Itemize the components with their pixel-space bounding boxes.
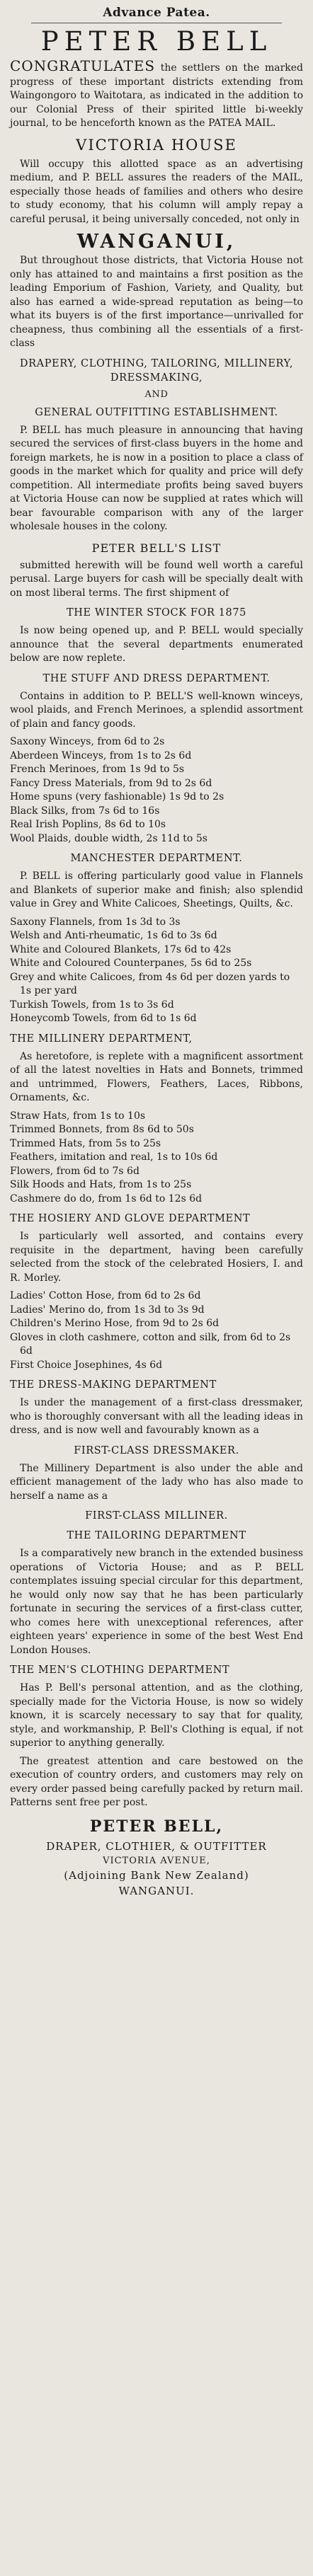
winter-paragraph: Is now being opened up, and P. BELL would specially announce that the several departments enumerated below are now replete.	[10, 625, 303, 664]
tailoring-paragraph: Is a comparatively new branch in the extended business operations of Victoria House; and as P. BELL contemplates issuing special circular for this department, he would only now say that he has been particularly fortunate in securing the services of a first-class cutter, who comes here with unexceptional references, after eighteen years' experience in some of the best West End London Houses.	[10, 1548, 303, 1656]
list-item: Wool Plaids, double width, 2s 11d to 5s	[10, 832, 207, 844]
list-item: Silk Hoods and Hats, from 1s to 25s	[10, 1179, 192, 1190]
mens-clothing-heading: THE MEN'S CLOTHING DEPARTMENT	[10, 1664, 230, 1676]
footer-street: VICTORIA AVENUE,	[103, 1855, 210, 1866]
list-item: Aberdeen Winceys, from 1s to 2s 6d	[10, 749, 192, 761]
list-item: Feathers, imitation and real, 1s to 10s 6d	[10, 1151, 218, 1163]
first-class-milliner: FIRST-CLASS MILLINER.	[85, 1510, 228, 1522]
stuff-paragraph: Contains in addition to P. BELL'S well-known winceys, wool plaids, and French Merinoes, a splendid assortment of plain and fancy goods.	[10, 690, 303, 730]
intro-text: the settlers on the marked progress of these important districts extending from Waingongoro to Waitotara, as indicated in the addition to our Colonial Press of their spirited little bi-weekly journal, to be henceforth known as the PATEA MAIL.	[10, 62, 304, 129]
list-item: Straw Hats, from 1s to 10s	[10, 1110, 146, 1122]
list-item: First Choice Josephines, 4s 6d	[10, 1359, 163, 1371]
and-connector: AND	[144, 389, 169, 400]
millinery-price-list	[10, 1110, 303, 1207]
list-item: Home spuns (very fashionable) 1s 9d to 2s	[10, 791, 224, 803]
list-item: Trimmed Hats, from 5s to 25s	[10, 1137, 161, 1149]
list-item: Welsh and Anti-rheumatic, 1s 6d to 3s 6d	[10, 930, 217, 941]
stuff-dress-heading: THE STUFF AND DRESS DEPARTMENT.	[42, 672, 271, 684]
list-item: White and Coloured Counterpanes, 5s 6d to 25s	[10, 958, 252, 969]
list-item: Flowers, from 6d to 7s 6d	[10, 1165, 140, 1177]
winter-stock-heading: THE WINTER STOCK FOR 1875	[66, 607, 247, 619]
general-outfitting-heading: GENERAL OUTFITTING ESTABLISHMENT.	[35, 406, 278, 418]
intro-dropcap: CONGRATULATES	[10, 57, 156, 74]
list-item: Turkish Towels, from 1s to 3s 6d	[10, 999, 174, 1011]
list-item: Children's Merino Hose, from 9d to 2s 6d	[10, 1318, 220, 1329]
millinery-paragraph: As heretofore, is replete with a magnificent assortment of all the latest novelties in Hats and Bonnets, trimmed and untrimmed, Flowers, Feathers, Laces, Ribbons, Ornaments, &c.	[10, 1050, 303, 1103]
millinery-heading: THE MILLINERY DEPARTMENT,	[10, 1033, 193, 1045]
list-item: French Merinoes, from 1s 9d to 5s	[10, 764, 185, 775]
footer-trade: DRAPER, CLOTHIER, & OUTFITTER	[46, 1839, 267, 1853]
list-item: Ladies' Cotton Hose, from 6d to 2s 6d	[10, 1290, 201, 1301]
list-item: Real Irish Poplins, 8s 6d to 10s	[10, 819, 166, 830]
advertiser-name: PETER BELL	[40, 26, 273, 57]
manchester-price-list	[10, 916, 303, 1026]
list-item: Ladies' Merino do, from 1s 3d to 3s 9d	[10, 1304, 205, 1316]
list-item: Grey and white Calicoes, from 4s 6d per dozen yards to 1s per yard	[10, 971, 290, 996]
manchester-heading: MANCHESTER DEPARTMENT.	[70, 853, 243, 864]
list-item: Black Silks, from 7s 6d to 16s	[10, 805, 160, 817]
manchester-paragraph: P. BELL is offering particularly good value in Flannels and Blankets of superior make and finish; also splendid value in Grey and White Calicoes, Sheetings, Quilts, &c.	[10, 870, 303, 909]
footer-adjoining: (Adjoining Bank New Zealand)	[64, 1868, 249, 1882]
tailoring-heading: THE TAILORING DEPARTMENT	[67, 1530, 246, 1541]
intro-paragraph	[10, 59, 303, 131]
victoria-paragraph: Will occupy this allotted space as an advertising medium, and P. BELL assures the readers of the MAIL, especially those heads of families and others who desire to study economy, that his column will amply repay a careful perusal, it being universally conceded, not only in	[10, 158, 303, 225]
hosiery-heading: THE HOSIERY AND GLOVE DEPARTMENT	[10, 1213, 251, 1224]
list-paragraph: submitted herewith will be found well worth a careful perusal. Large buyers for cash will be specially dealt with on most liberal terms. The first shipment of	[10, 559, 303, 599]
list-heading: PETER BELL'S LIST	[91, 541, 222, 555]
list-item: Gloves in cloth cashmere, cotton and silk, from 6d to 2s 6d	[10, 1331, 291, 1357]
buyer-paragraph: P. BELL has much pleasure in announcing that having secured the services of first-class buyers in the home and foreign markets, he is now in a position to place a class of goods in the market which for quality and price will defy competition. All intermediate profits being saved buyers at Victoria House can now be supplied at rates which will bear favourable comparison with any of the larger wholesale houses in the colony.	[10, 424, 303, 532]
wanganui-paragraph: But throughout those districts, that Victoria House not only has attained to and maintains a first position as the leading Emporium of Fashion, Variety, and Quality, but also has earned a wide-spread reputation as being—to what its buyers is of the first importance—unrivalled for cheapness, thus combining all the essentials of a first-class	[10, 255, 303, 349]
newspaper-heading: Advance Patea.	[103, 6, 210, 20]
list-item: Honeycomb Towels, from 6d to 1s 6d	[10, 1013, 197, 1024]
wanganui-heading: WANGANUI,	[76, 231, 237, 253]
footer-name: PETER BELL,	[89, 1817, 224, 1836]
list-item: Saxony Flannels, from 1s 3d to 3s	[10, 916, 181, 928]
list-item: Trimmed Bonnets, from 8s 6d to 50s	[10, 1124, 194, 1135]
clothing-paragraph: Has P. Bell's personal attention, and as the clothing, specially made for the Victoria House, is now so widely known, it is scarcely necessary to say that for quality, style, and workmanship, P. Bell's Clothing is equal, if not superior to anything generally.	[10, 1682, 303, 1749]
victoria-house-heading: VICTORIA HOUSE	[76, 136, 237, 154]
list-item: Saxony Winceys, from 6d to 2s	[10, 736, 165, 747]
footer-town: WANGANUI.	[118, 1884, 195, 1897]
milliner-paragraph: The Millinery Department is also under the able and efficient management of the lady who has also made to herself a name as a	[10, 1462, 303, 1502]
list-item: Fancy Dress Materials, from 9d to 2s 6d	[10, 777, 212, 789]
list-item: White and Coloured Blankets, 17s 6d to 42s	[10, 943, 232, 955]
stuff-price-list	[10, 735, 303, 846]
trades-heading: DRAPERY, CLOTHING, TAILORING, MILLINERY, DRESSMAKING,	[19, 357, 294, 384]
dressmaking-paragraph: Is under the management of a first-class dressmaker, who is thoroughly conversant with all the leading ideas in dress, and is now well and favourably known as a	[10, 1397, 303, 1436]
closing-paragraph: The greatest attention and care bestowed on the execution of country orders, and customers may rely on every order passed being carefully packed by return mail. Patterns sent free per post.	[10, 1755, 303, 1808]
dressmaking-heading: THE DRESS-MAKING DEPARTMENT	[10, 1379, 217, 1391]
hosiery-price-list	[10, 1289, 303, 1372]
hosiery-paragraph: Is particularly well assorted, and contains every requisite in the department, having been carefully selected from the stock of the celebrated Hosiers, I. and R. Morley.	[10, 1231, 303, 1284]
first-class-dressmaker: FIRST-CLASS DRESSMAKER.	[74, 1444, 239, 1456]
list-item: Cashmere do do, from 1s 6d to 12s 6d	[10, 1192, 203, 1204]
